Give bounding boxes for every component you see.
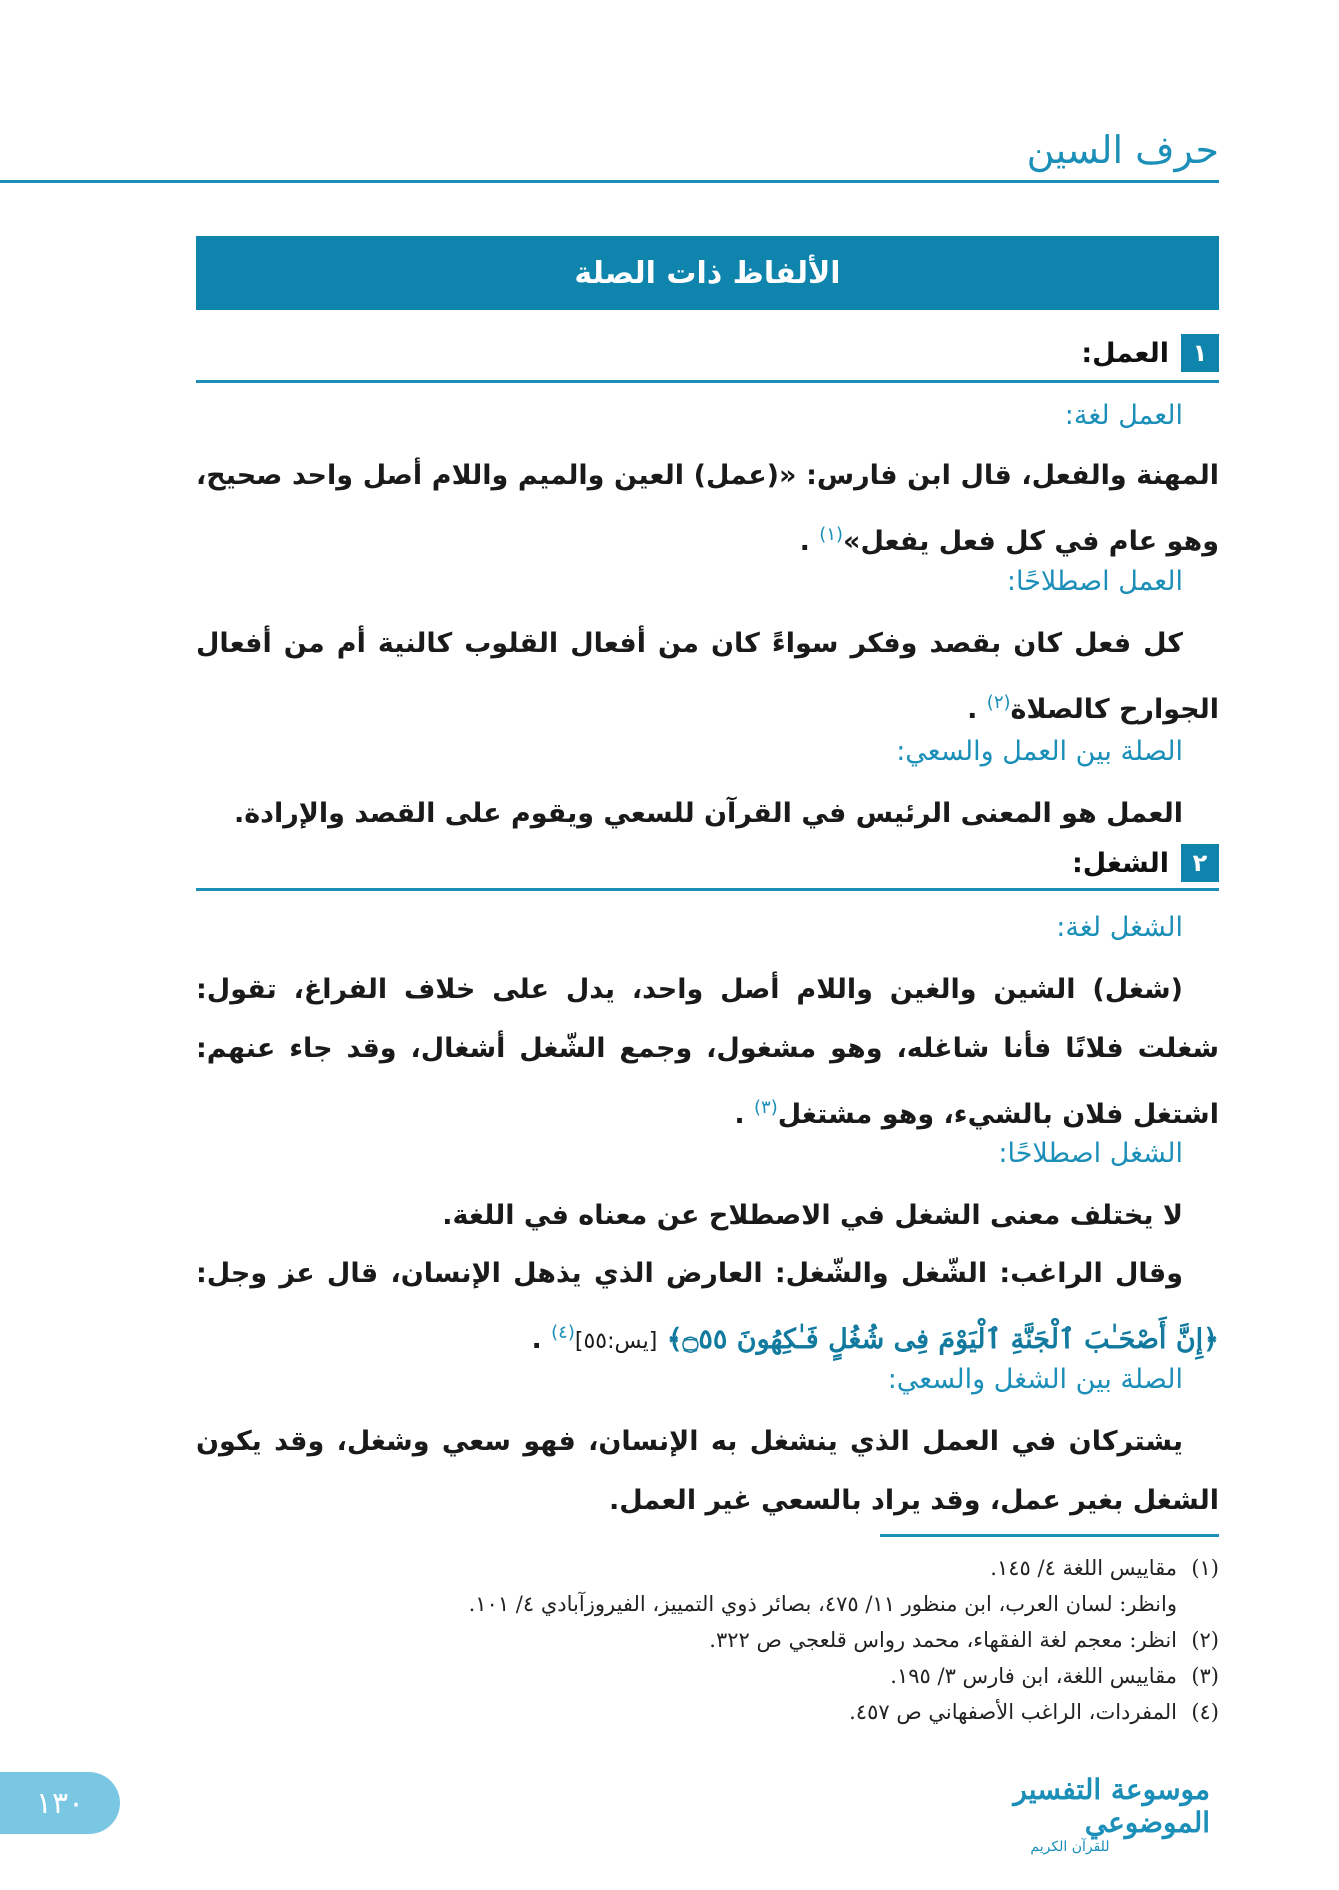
term-2-divider <box>196 888 1219 891</box>
term-2-number: ٢ <box>1181 844 1219 882</box>
term-2-heading <box>196 844 1219 882</box>
quran-citation: [يس:٥٥] <box>574 1329 658 1354</box>
encyclopedia-logo <box>930 1773 1210 1855</box>
term-2-raghib-text: وقال الراغب: الشّغل والشّغل: العارض الذي يذهل الإنسان، قال عز وجل: ﴿إِنَّ أَصْحَـٰبَ ٱلْجَنَّةِ ٱلْيَوْمَ فِى شُغُلٍ فَـٰكِهُونَ ۝٥٥﴾ [يس:٥٥]$^{(٤)}$ . <box>196 1258 1219 1355</box>
header-divider <box>0 180 1219 183</box>
footnote-ref-1[interactable]: (١) <box>819 524 844 545</box>
term-1-relation-text: العمل هو المعنى الرئيس في القرآن للسعي ويقوم على القصد والإرادة. <box>233 798 1183 829</box>
footnotes <box>196 1550 1219 1730</box>
chapter-title: حرف السين <box>1026 128 1219 172</box>
term-2-name: الشغل: <box>1071 847 1169 879</box>
term-2-lang-text: (شغل) الشين والغين واللام أصل واحد، يدل على خلاف الفراغ، تقول: شغلت فلانًا فأنا شاغله، وهو مشغول، وجمع الشّغل أشغال، وقد جاء عنهم: اشتغل فلان بالشيء، وهو مشتغل$^{(٣)}$ . <box>196 974 1219 1130</box>
term-1-term-body: كل فعل كان بقصد وفكر سواءً كان من أفعال القلوب كالنية أم من أفعال الجوارح كالصلاة <box>196 628 1219 725</box>
footnote-ref-4[interactable]: (٤) <box>551 1322 575 1343</box>
logo-title: موسوعة التفسير الموضوعي <box>1013 1773 1210 1839</box>
term-1-heading <box>196 334 1219 372</box>
footnote-text: مقاييس اللغة ٤/ ١٤٥. <box>990 1556 1177 1580</box>
term-2-term-text: لا يختلف معنى الشغل في الاصطلاح عن معناه في اللغة. <box>442 1200 1183 1231</box>
footnote-item <box>196 1586 1219 1622</box>
term-1-divider <box>196 380 1219 383</box>
term-1-relation-heading: الصلة بين العمل والسعي: <box>896 736 1183 767</box>
term-2-relation-heading: الصلة بين الشغل والسعي: <box>887 1364 1183 1395</box>
footnote-number: (٤) <box>1191 1700 1219 1724</box>
footnote-item <box>196 1658 1219 1694</box>
term-2-raghib-body: وقال الراغب: الشّغل والشّغل: العارض الذي يذهل الإنسان، قال عز وجل: <box>196 1258 1183 1289</box>
footnote-ref-3[interactable]: (٣) <box>754 1097 778 1118</box>
term-1-lang-body: المهنة والفعل، قال ابن فارس: «(عمل) العين والميم واللام أصل واحد صحيح، وهو عام في كل فعل يفعل» <box>196 460 1219 557</box>
footnote-text: المفردات، الراغب الأصفهاني ص ٤٥٧. <box>849 1700 1177 1724</box>
footnote-text: مقاييس اللغة، ابن فارس ٣/ ١٩٥. <box>890 1664 1177 1688</box>
footnote-number: (٣) <box>1191 1664 1219 1688</box>
term-2-lang-body: (شغل) الشين والغين واللام أصل واحد، يدل على خلاف الفراغ، تقول: شغلت فلانًا فأنا شاغله، وهو مشغول، وجمع الشّغل أشغال، وقد جاء عنهم: اشتغل فلان بالشيء، وهو مشتغل <box>196 974 1219 1130</box>
footnote-item <box>196 1550 1219 1586</box>
quran-verse: ﴿إِنَّ أَصْحَـٰبَ ٱلْجَنَّةِ ٱلْيَوْمَ فِى شُغُلٍ فَـٰكِهُونَ ۝٥٥﴾ <box>666 1324 1219 1355</box>
term-1-lang-heading: العمل لغة: <box>1064 400 1183 431</box>
footnote-item <box>196 1694 1219 1730</box>
term-2-relation-text: يشتركان في العمل الذي ينشغل به الإنسان، فهو سعي وشغل، وقد يكون الشغل بغير عمل، وقد يراد بالسعي غير العمل. <box>196 1426 1219 1516</box>
footnote-text: انظر: معجم لغة الفقهاء، محمد رواس قلعجي ص ٣٢٢. <box>709 1628 1177 1652</box>
term-1-number: ١ <box>1181 334 1219 372</box>
page-number: ١٣٠ <box>0 1772 120 1834</box>
logo-subtitle: للقرآن الكريم <box>1030 1839 1110 1855</box>
term-1-lang-text: المهنة والفعل، قال ابن فارس: «(عمل) العين والميم واللام أصل واحد صحيح، وهو عام في كل فعل يفعل»$^{(١)}$ . <box>196 460 1219 557</box>
footnote-number: (١) <box>1191 1556 1219 1580</box>
term-1-term-text: كل فعل كان بقصد وفكر سواءً كان من أفعال القلوب كالنية أم من أفعال الجوارح كالصلاة$^{(٢)}$ . <box>196 628 1219 725</box>
footnote-number: (٢) <box>1191 1628 1219 1652</box>
term-2-term-heading: الشغل اصطلاحًا: <box>998 1138 1183 1169</box>
footnote-item <box>196 1622 1219 1658</box>
footnote-text: وانظر: لسان العرب، ابن منظور ١١/ ٤٧٥، بصائر ذوي التمييز، الفيروزآبادي ٤/ ١٠١. <box>468 1592 1177 1616</box>
term-1-name: العمل: <box>1081 337 1169 369</box>
term-1-term-heading: العمل اصطلاحًا: <box>1006 566 1183 597</box>
section-banner: الألفاظ ذات الصلة <box>196 236 1219 310</box>
term-2-lang-heading: الشغل لغة: <box>1056 912 1183 943</box>
footnote-ref-2[interactable]: (٢) <box>986 692 1011 713</box>
footnote-divider <box>880 1534 1219 1537</box>
